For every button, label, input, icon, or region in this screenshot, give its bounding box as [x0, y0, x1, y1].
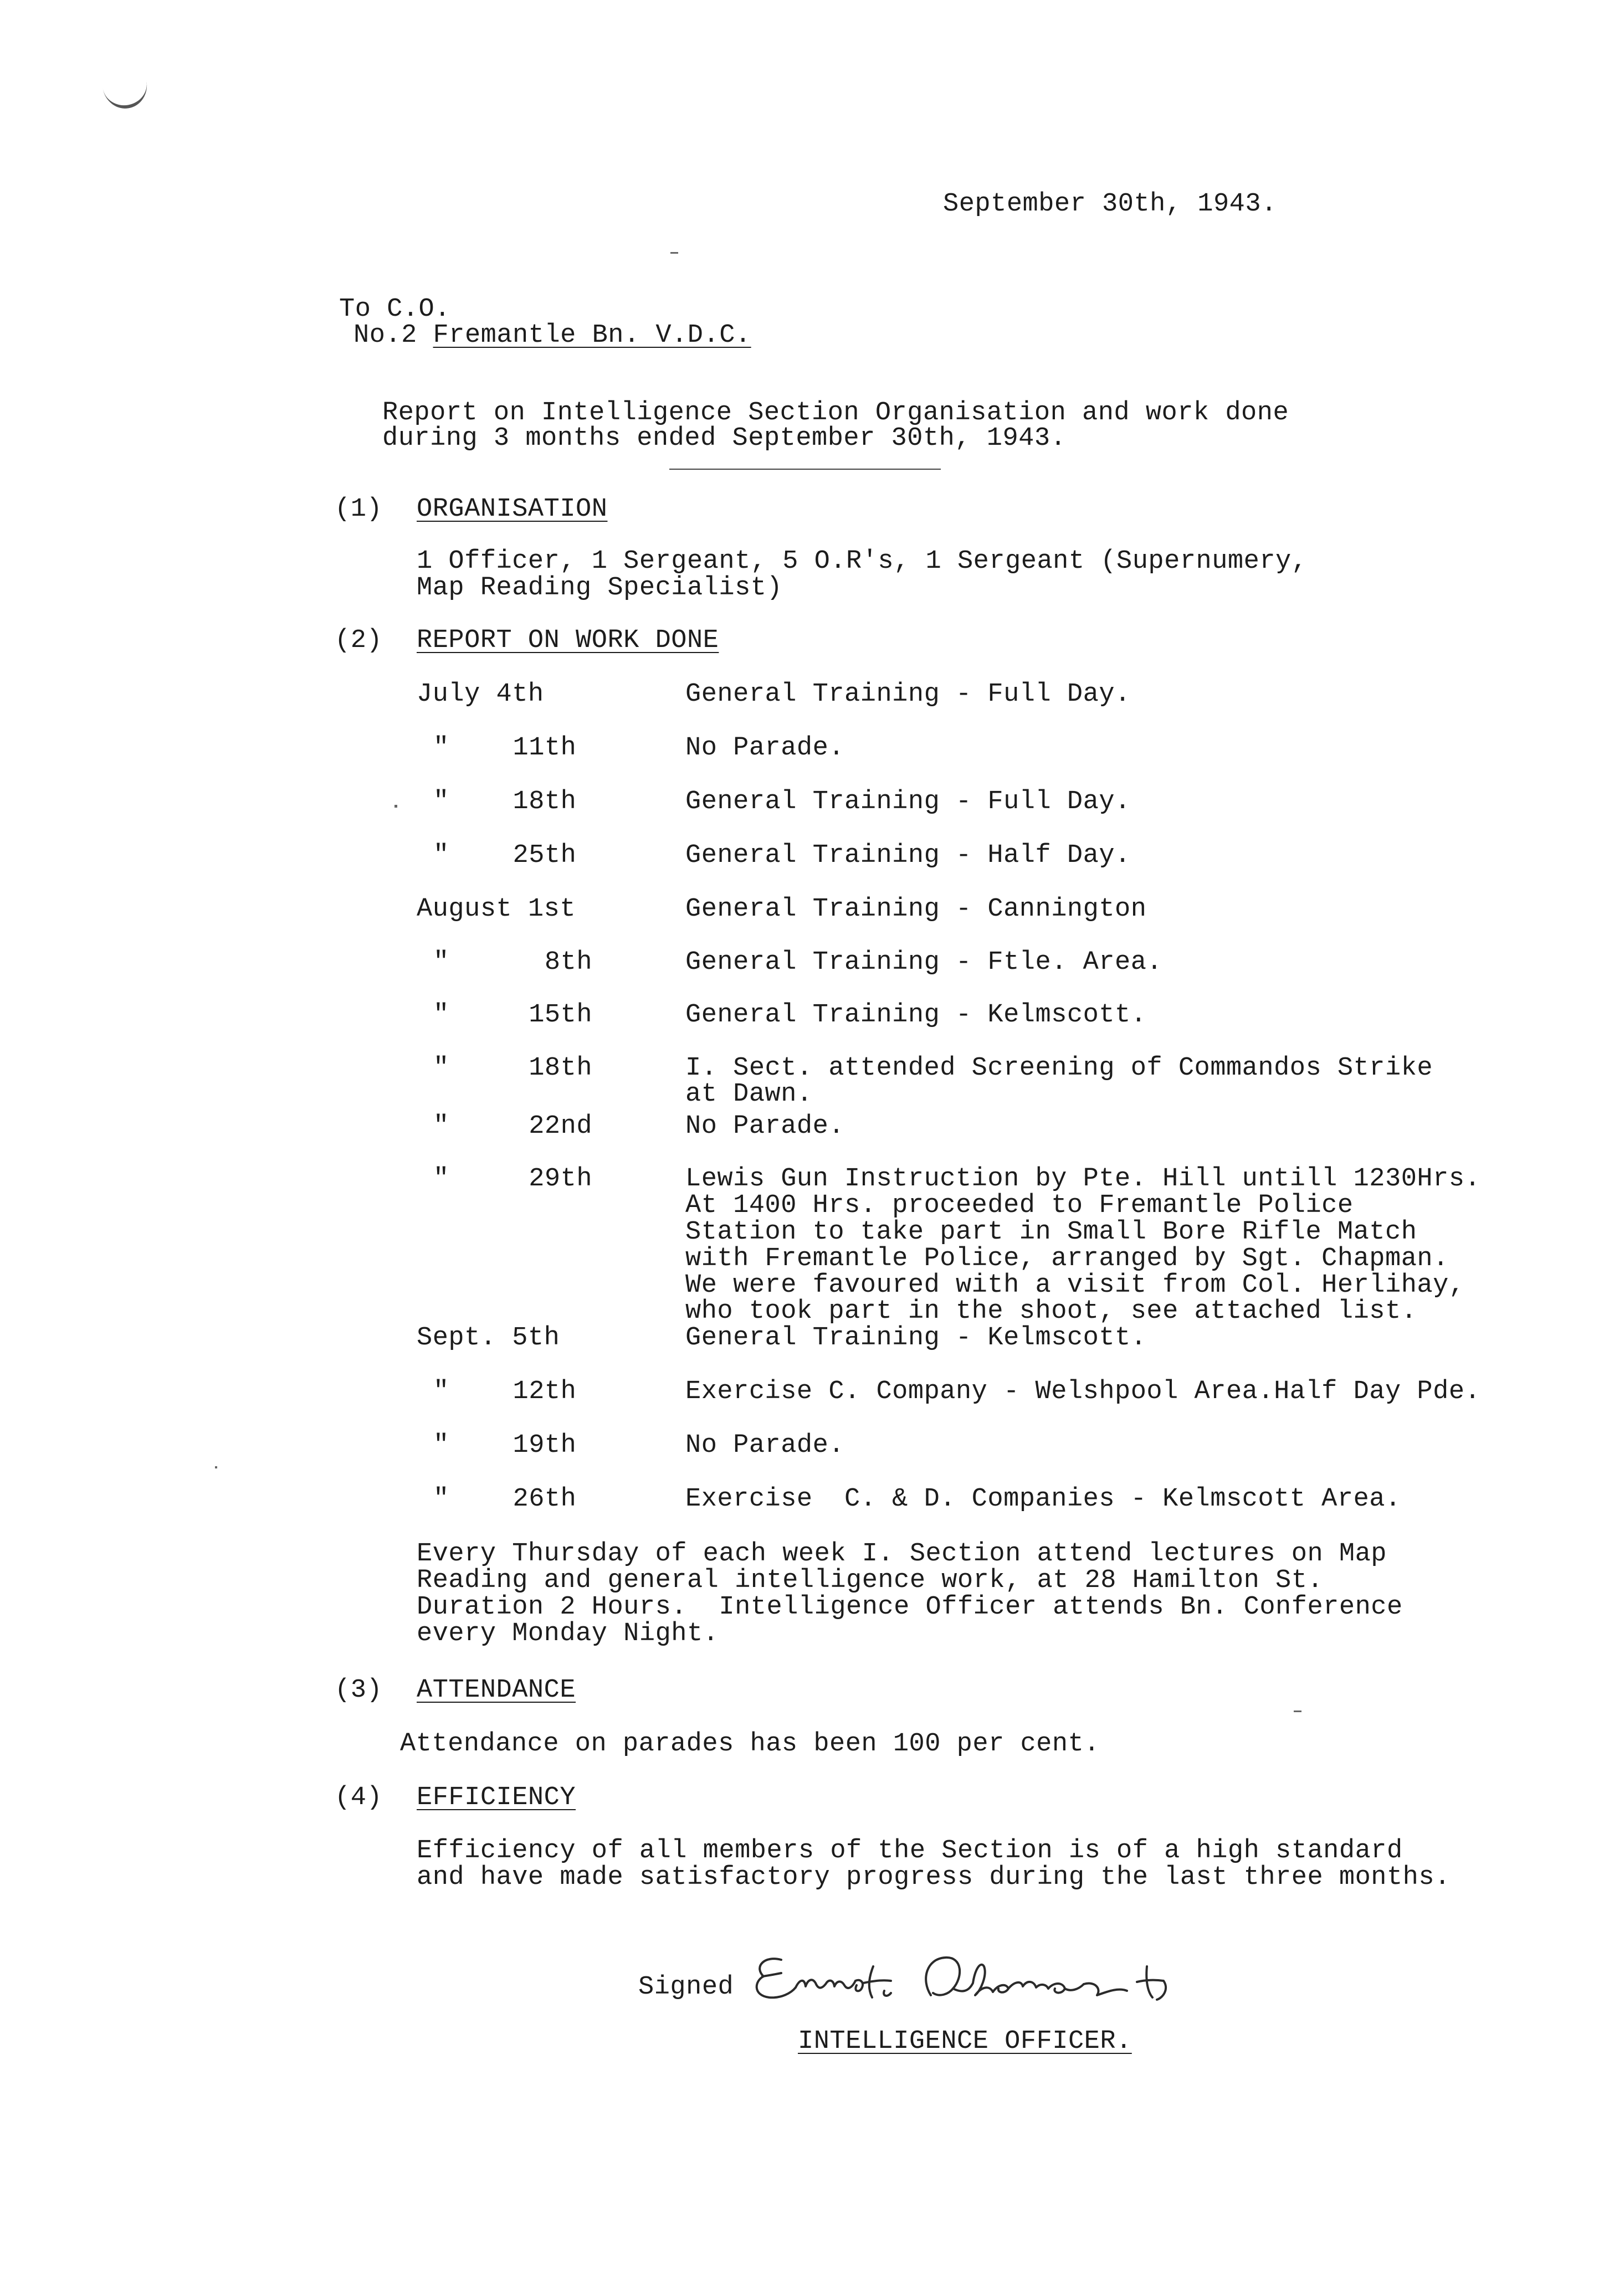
- entry-text: Lewis Gun Instruction by Pte. Hill untill 1230Hrs.: [685, 1164, 1481, 1194]
- punch-hole-mark: [99, 58, 151, 112]
- entry-text: General Training - Ftle. Area.: [685, 948, 1163, 977]
- efficiency-heading: EFFICIENCY: [417, 1783, 576, 1812]
- attendance-heading: ATTENDANCE: [417, 1676, 576, 1705]
- signatory-title: INTELLIGENCE OFFICER.: [798, 2027, 1132, 2056]
- entry-date: " 29th: [433, 1164, 593, 1194]
- entry-date: " 22nd: [433, 1112, 593, 1141]
- report-note-4: every Monday Night.: [417, 1619, 719, 1648]
- entry-text: General Training - Full Day.: [685, 787, 1131, 816]
- entry-text: No Parade.: [685, 1431, 845, 1460]
- speck: [394, 805, 397, 808]
- report-note-1: Every Thursday of each week I. Section attend lectures on Map: [417, 1539, 1387, 1569]
- addressee-line-2: [353, 322, 751, 349]
- efficiency-body-1: Efficiency of all members of the Section is of a high standard: [417, 1836, 1403, 1866]
- entry-date: " 26th: [433, 1485, 577, 1514]
- entry-text: at Dawn.: [685, 1080, 813, 1109]
- entry-date: August 1st: [417, 895, 576, 924]
- entry-date: " 25th: [433, 841, 577, 870]
- entry-text: General Training - Cannington: [685, 895, 1147, 924]
- entry-date: " 18th: [433, 787, 577, 816]
- entry-text: No Parade.: [685, 733, 845, 763]
- entry-text: with Fremantle Police, arranged by Sgt. Chapman.: [685, 1244, 1449, 1273]
- entry-date: " 18th: [433, 1054, 593, 1083]
- organisation-body-1: 1 Officer, 1 Sergeant, 5 O.R's, 1 Sergeant (Supernumery,: [417, 547, 1308, 576]
- entry-text: We were favoured with a visit from Col. Herlihay,: [685, 1271, 1465, 1300]
- entry-text: who took part in the shoot, see attached list.: [685, 1297, 1417, 1326]
- speck: [215, 1466, 217, 1468]
- section-number-3: (3): [335, 1676, 383, 1705]
- subject-line-1: Report on Intelligence Section Organisation and work done: [382, 398, 1289, 428]
- entry-date: Sept. 5th: [417, 1323, 560, 1353]
- entry-text: Exercise C. Company - Welshpool Area.Half Day Pde.: [685, 1377, 1481, 1406]
- handwritten-signature: [742, 1944, 1230, 2011]
- organisation-heading: ORGANISATION: [417, 495, 608, 524]
- entry-date: " 15th: [433, 1000, 593, 1030]
- entry-date: July 4th: [417, 680, 544, 709]
- addressee-line-1: To C.O.: [339, 295, 450, 324]
- efficiency-body-2: and have made satisfactory progress during the last three months.: [417, 1863, 1451, 1892]
- entry-date: " 19th: [433, 1431, 577, 1460]
- report-note-3: Duration 2 Hours. Intelligence Officer attends Bn. Conference: [417, 1593, 1403, 1622]
- entry-text: No Parade.: [685, 1112, 845, 1141]
- entry-text: I. Sect. attended Screening of Commandos Strike: [685, 1054, 1433, 1083]
- entry-text: General Training - Half Day.: [685, 841, 1131, 870]
- entry-date: " 11th: [433, 733, 577, 763]
- section-number-2: (2): [335, 626, 383, 655]
- subject-underline: [669, 469, 941, 470]
- addressee-prefix: No.2: [353, 321, 433, 350]
- speck: [1294, 1711, 1301, 1712]
- signed-label: Signed: [638, 1973, 734, 2002]
- letter-date: September 30th, 1943.: [943, 189, 1277, 219]
- speck: [670, 252, 678, 254]
- entry-text: Station to take part in Small Bore Rifle Match: [685, 1218, 1417, 1247]
- report-heading: REPORT ON WORK DONE: [417, 626, 719, 655]
- section-number-1: (1): [335, 495, 383, 524]
- entry-text: Exercise C. & D. Companies - Kelmscott Area.: [685, 1485, 1401, 1514]
- entry-date: " 8th: [433, 948, 593, 977]
- section-number-4: (4): [335, 1783, 383, 1812]
- report-note-2: Reading and general intelligence work, at 28 Hamilton St.: [417, 1566, 1324, 1595]
- organisation-body-2: Map Reading Specialist): [417, 573, 783, 603]
- entry-text: At 1400 Hrs. proceeded to Fremantle Police: [685, 1191, 1354, 1220]
- attendance-body: Attendance on parades has been 100 per cent.: [400, 1729, 1100, 1759]
- entry-text: General Training - Kelmscott.: [685, 1000, 1147, 1030]
- subject-line-2: during 3 months ended September 30th, 1943.: [382, 424, 1067, 453]
- entry-date: " 12th: [433, 1377, 577, 1406]
- entry-text: General Training - Full Day.: [685, 680, 1131, 709]
- entry-text: General Training - Kelmscott.: [685, 1323, 1147, 1353]
- addressee-unit: Fremantle Bn. V.D.C.: [433, 321, 751, 350]
